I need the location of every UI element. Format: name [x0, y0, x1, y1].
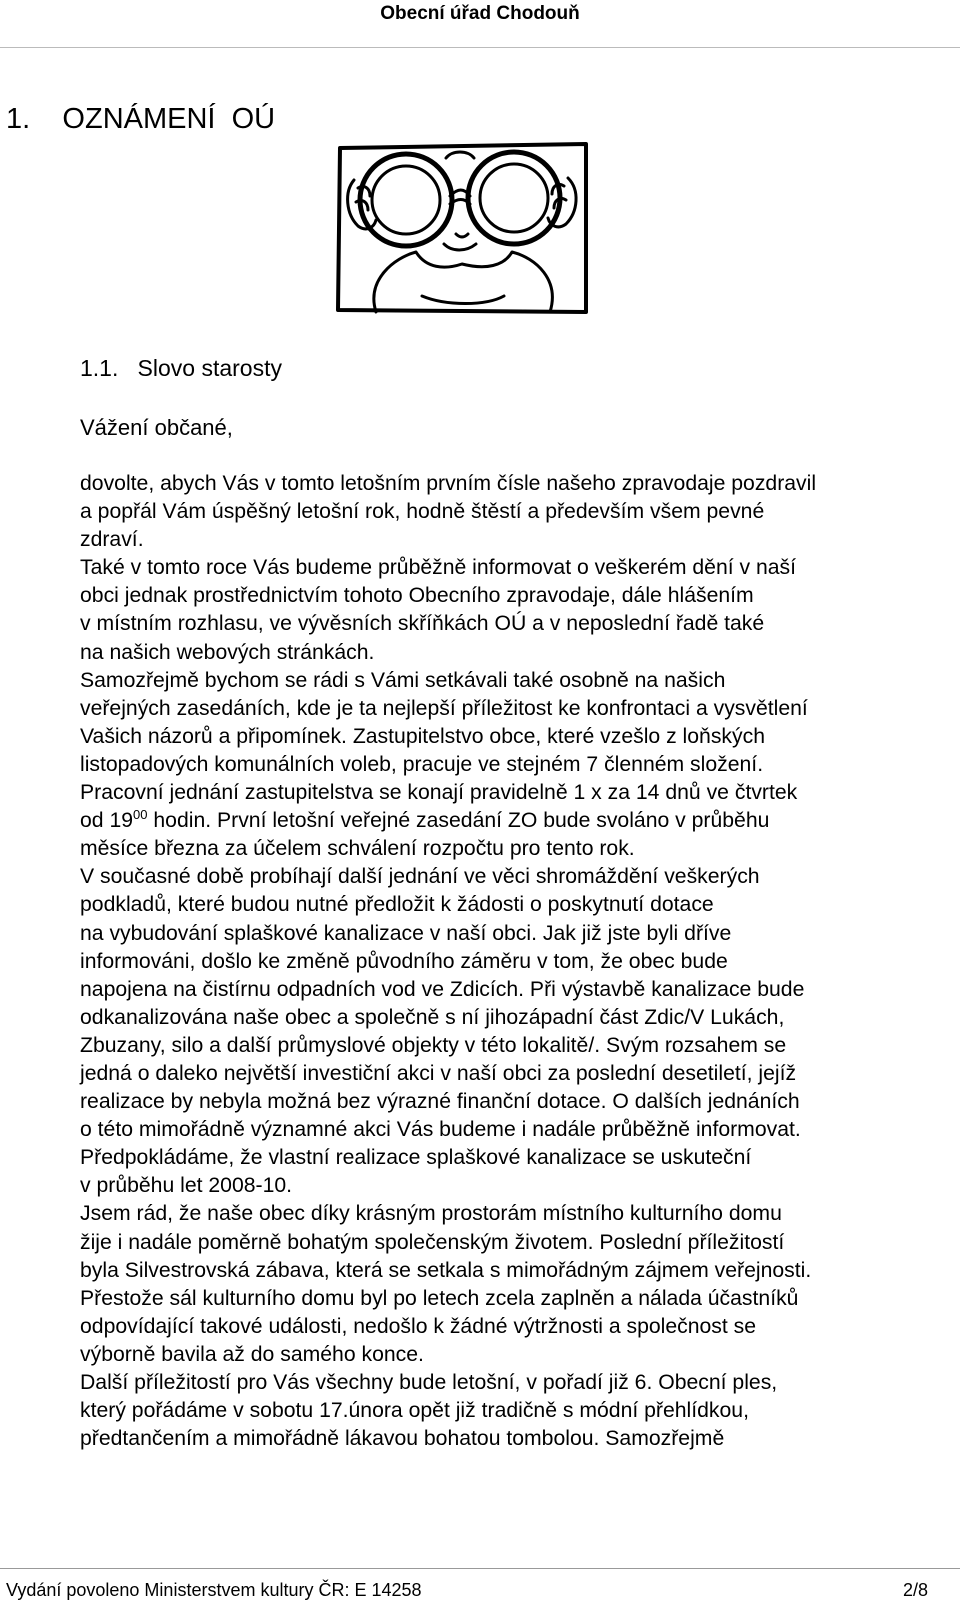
section-heading [6, 103, 275, 136]
page-header-title: Obecní úřad Chodouň [380, 3, 580, 24]
subsection-number: 1.1. [80, 355, 119, 381]
body-line: jedná o daleko největší investiční akci v naší obci za poslední desetiletí, jejíž [80, 1061, 797, 1085]
body-line: Přestože sál kulturního domu byl po letech zcela zaplněn a nálada účastníků [80, 1286, 799, 1310]
body-line: byla Silvestrovská zábava, která se setkala s mimořádným zájmem veřejnosti. [80, 1258, 812, 1282]
section-title: OZNÁMENÍ OÚ [62, 103, 276, 135]
header-divider [0, 47, 960, 48]
body-line: předtančením a mimořádně lákavou bohatou tombolou. Samozřejmě [80, 1427, 725, 1451]
body-line: v průběhu let 2008-10. [80, 1174, 293, 1198]
time-superscript: 00 [133, 807, 148, 823]
body-line: na našich webových stránkách. [80, 640, 375, 664]
body-line: informováni, došlo ke změně původního záměru v tom, že obec bude [80, 949, 728, 973]
body-line: měsíce března za účelem schválení rozpočtu pro tento rok. [80, 837, 635, 861]
body-line: obci jednak prostřednictvím tohoto Obecního zpravodaje, dále hlášením [80, 584, 754, 608]
body-line: V současné době probíhají další jednání ve věci shromáždění veškerých [80, 865, 760, 889]
time-prefix: od 19 [80, 809, 134, 833]
body-line: odpovídající takové události, nedošlo k žádné výtržnosti a společnost se [80, 1314, 757, 1338]
body-line: veřejných zasedáních, kde je ta nejlepší příležitost ke konfrontaci a vysvětlení [80, 696, 808, 720]
body-line: Jsem rád, že naše obec díky krásným prostorám místního kulturního domu [80, 1202, 782, 1226]
body-line: listopadových komunálních voleb, pracuje ve stejném 7 členném složení. [80, 752, 764, 776]
body-line: Vašich názorů a připomínek. Zastupitelstvo obce, které vzešlo z loňských [80, 724, 765, 748]
body-line: o této mimořádně významné akci Vás budeme i nadále průběžně informovat. [80, 1118, 801, 1142]
body-line: výborně bavila až do samého konce. [80, 1342, 424, 1366]
footer-divider [0, 1568, 960, 1569]
body-line: dovolte, abych Vás v tomto letošním prvním čísle našeho zpravodaje pozdravil [80, 472, 817, 495]
body-line: Také v tomto roce Vás budeme průběžně informovat o veškerém dění v naší [80, 556, 797, 580]
footer-publication-permit: Vydání povoleno Ministerstvem kultury ČR: E 14258 [6, 1580, 422, 1600]
article-body [80, 470, 940, 1453]
body-line: podkladů, které budou nutné předložit k žádosti o poskytnutí dotace [80, 893, 714, 917]
body-line: zdraví. [80, 528, 144, 552]
body-line: a popřál Vám úspěšný letošní rok, hodně štěstí a především všem pevné [80, 500, 765, 524]
body-line [80, 807, 940, 835]
section-number: 1. [6, 103, 31, 135]
body-line: v místním rozhlasu, ve vývěsních skříňkách OÚ a v neposlední řadě také [80, 612, 765, 636]
page-number: 2/8 [902, 1580, 928, 1600]
body-line: odkanalizována naše obec a společně s ní jihozápadní část Zdic/V Lukách, [80, 1005, 785, 1029]
body-line: Pracovní jednání zastupitelstva se konají pravidelně 1 x za 14 dnů ve čtvrtek [80, 781, 798, 805]
body-line: na vybudování splaškové kanalizace v naší obci. Jak již jste byli dříve [80, 921, 732, 945]
body-line: Zbuzany, silo a další průmyslové objekty v této lokalitě/. Svým rozsahem se [80, 1033, 787, 1057]
subsection-heading [80, 355, 282, 382]
subsection-title: Slovo starosty [137, 355, 282, 381]
body-line: realizace by nebyla možná bez výrazné finanční dotace. O dalších jednáních [80, 1090, 800, 1114]
salutation: Vážení občané, [80, 415, 233, 440]
time-suffix: hodin. První letošní veřejné zasedání ZO bude svoláno v průběhu [147, 809, 770, 833]
body-line: Samozřejmě bychom se rádi s Vámi setkávali také osobně na našich [80, 668, 726, 692]
body-line: žije i nadále poměrně bohatým společenským životem. Poslední příležitostí [80, 1230, 785, 1254]
cartoon-figure-with-binoculars-icon [336, 140, 590, 321]
body-line: Předpokládáme, že vlastní realizace splaškové kanalizace se uskuteční [80, 1146, 752, 1170]
body-line: který pořádáme v sobotu 17.února opět již tradičně s módní přehlídkou, [80, 1399, 749, 1423]
body-line: napojena na čistírnu odpadních vod ve Zdicích. Při výstavbě kanalizace bude [80, 977, 805, 1001]
body-line: Další příležitostí pro Vás všechny bude letošní, v pořadí již 6. Obecní ples, [80, 1371, 778, 1394]
